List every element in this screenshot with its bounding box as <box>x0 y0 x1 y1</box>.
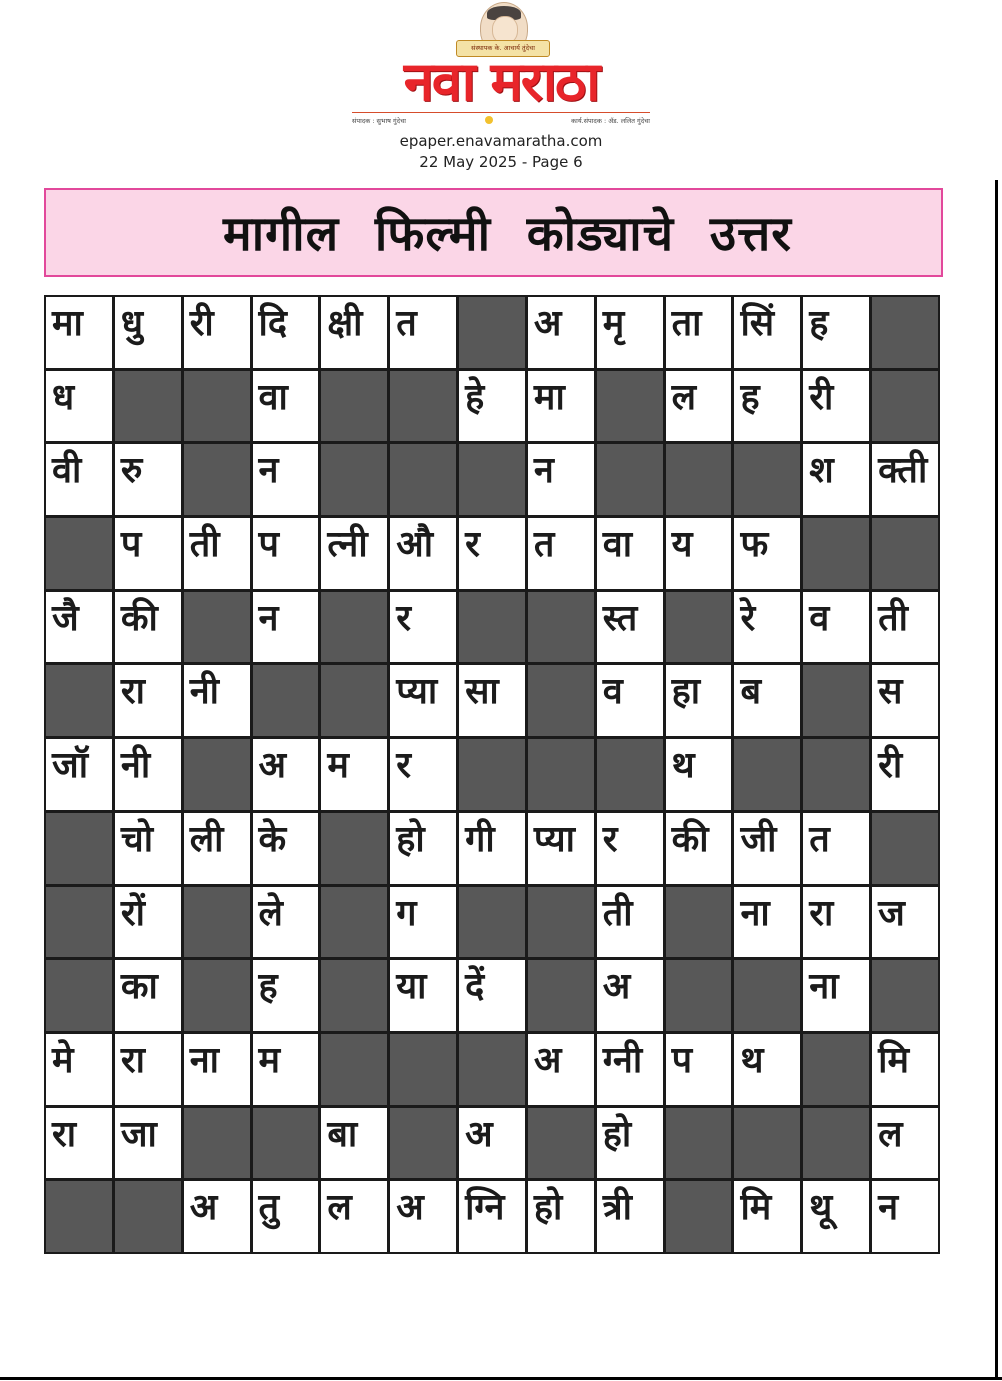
grid-cell-letter <box>115 592 181 663</box>
grid-cell-letter <box>253 444 319 515</box>
grid-cell-letter <box>803 887 869 958</box>
grid-cell-blocked <box>184 444 250 515</box>
grid-cell-letter <box>528 1034 594 1105</box>
grid-cell-letter <box>803 371 869 442</box>
newspaper-logo: नवा मराठा <box>403 50 599 113</box>
cell-letter: ल <box>671 376 697 418</box>
grid-cell-letter <box>321 739 387 810</box>
grid-cell-letter <box>597 592 663 663</box>
cell-letter: ता <box>671 303 702 344</box>
cell-letter: जॉ <box>52 745 89 787</box>
grid-cell-letter <box>46 297 112 368</box>
cell-letter: मि <box>740 1187 772 1229</box>
cell-letter: या <box>396 966 427 1008</box>
cell-letter: अ <box>602 966 631 1008</box>
cell-letter: ती <box>878 597 908 639</box>
grid-cell-letter <box>184 1034 250 1105</box>
grid-cell-blocked <box>872 960 938 1031</box>
grid-cell-letter <box>115 1034 181 1105</box>
grid-cell-letter <box>115 813 181 884</box>
grid-cell-letter <box>597 1181 663 1252</box>
grid-cell-blocked <box>390 444 456 515</box>
grid-cell-blocked <box>321 444 387 515</box>
grid-cell-blocked <box>184 592 250 663</box>
cell-letter: र <box>465 524 480 566</box>
cell-letter: बा <box>327 1113 358 1155</box>
cell-letter: दें <box>465 966 485 1008</box>
cell-letter: ली <box>189 818 224 860</box>
grid-cell-letter <box>597 1034 663 1105</box>
cell-letter: चो <box>120 818 154 860</box>
cell-letter: ह <box>258 966 278 1008</box>
cell-letter: हो <box>396 818 425 860</box>
cell-letter: प <box>671 1039 693 1081</box>
cell-letter: थ <box>671 745 695 787</box>
cell-letter: ग्नि <box>465 1187 505 1229</box>
cell-letter: स <box>878 671 903 713</box>
cell-letter: प्या <box>396 671 438 713</box>
grid-cell-letter <box>253 739 319 810</box>
grid-cell-blocked <box>528 592 594 663</box>
grid-cell-letter <box>115 444 181 515</box>
cell-letter: त्री <box>602 1187 632 1229</box>
grid-cell-letter <box>872 739 938 810</box>
grid-cell-letter <box>528 444 594 515</box>
grid-cell-blocked <box>803 665 869 736</box>
grid-cell-letter <box>872 1181 938 1252</box>
grid-cell-letter <box>872 887 938 958</box>
grid-cell-blocked <box>321 1034 387 1105</box>
grid-cell-letter <box>734 518 800 589</box>
grid-cell-letter <box>597 297 663 368</box>
cell-letter: की <box>120 597 158 639</box>
grid-cell-blocked <box>597 371 663 442</box>
grid-cell-letter <box>390 297 456 368</box>
grid-cell-letter <box>597 1108 663 1179</box>
grid-cell-blocked <box>666 1181 732 1252</box>
grid-cell-blocked <box>597 739 663 810</box>
cell-letter: गी <box>465 818 495 860</box>
grid-cell-letter <box>734 371 800 442</box>
grid-cell-blocked <box>46 1181 112 1252</box>
grid-cell-letter <box>115 518 181 589</box>
grid-cell-blocked <box>872 518 938 589</box>
grid-cell-blocked <box>46 813 112 884</box>
cell-letter: ती <box>602 892 633 934</box>
grid-cell-letter <box>459 371 525 442</box>
grid-cell-blocked <box>46 887 112 958</box>
grid-cell-blocked <box>390 1034 456 1105</box>
grid-cell-letter <box>803 1181 869 1252</box>
cell-letter: ल <box>878 1113 903 1155</box>
edition-date: 22 May 2025 - Page 6 <box>419 153 583 171</box>
grid-cell-letter <box>321 1108 387 1179</box>
cell-letter: न <box>533 450 554 492</box>
grid-cell-letter <box>390 739 456 810</box>
cell-letter: हो <box>602 1113 632 1155</box>
grid-cell-blocked <box>666 444 732 515</box>
grid-cell-blocked <box>184 739 250 810</box>
grid-cell-blocked <box>528 665 594 736</box>
grid-cell-letter <box>253 813 319 884</box>
grid-cell-blocked <box>321 813 387 884</box>
grid-cell-letter <box>184 518 250 589</box>
cell-letter: य <box>671 524 693 566</box>
grid-cell-blocked <box>459 739 525 810</box>
cell-letter: अ <box>396 1187 424 1229</box>
grid-cell-letter <box>734 665 800 736</box>
grid-cell-letter <box>872 444 938 515</box>
grid-cell-letter <box>734 813 800 884</box>
grid-cell-blocked <box>528 739 594 810</box>
grid-cell-letter <box>597 887 663 958</box>
grid-cell-blocked <box>184 371 250 442</box>
grid-cell-blocked <box>597 444 663 515</box>
cell-letter: रा <box>809 892 834 934</box>
grid-cell-blocked <box>46 518 112 589</box>
cell-letter: धु <box>120 303 143 344</box>
cell-letter: प <box>120 524 142 566</box>
cell-letter: रे <box>740 597 756 639</box>
cell-letter: औ <box>396 524 434 566</box>
editor-credit: संपादक : सुभाष गुंदेचा <box>352 116 406 125</box>
grid-cell-letter <box>115 887 181 958</box>
cell-letter: म <box>327 745 349 787</box>
cell-letter: ग <box>396 892 417 934</box>
cell-letter: व <box>809 597 830 639</box>
cell-letter: हा <box>671 671 701 713</box>
grid-cell-letter <box>666 1034 732 1105</box>
executive-editor-credit: कार्य.संपादक : ॲड. ललित गुंदेचा <box>571 116 650 125</box>
cell-letter: सा <box>465 671 499 713</box>
masthead-credits <box>352 112 650 127</box>
cell-letter: सिं <box>740 303 775 344</box>
grid-cell-blocked <box>184 1108 250 1179</box>
grid-cell-blocked <box>872 297 938 368</box>
founder-banner: संस्थापक के. आचार्य तुंदेचा <box>456 40 550 57</box>
cell-letter: त <box>396 303 417 344</box>
cell-letter: वा <box>602 524 633 566</box>
cell-letter: त्नी <box>327 524 368 566</box>
grid-cell-blocked <box>872 371 938 442</box>
puzzle-title: मागील फिल्मी कोड्याचे उत्तर <box>223 206 792 262</box>
cell-letter: अ <box>189 1187 218 1229</box>
grid-cell-letter <box>115 739 181 810</box>
grid-cell-blocked <box>528 960 594 1031</box>
crossword-answer-grid <box>44 295 940 1254</box>
cell-letter: दि <box>258 303 287 344</box>
grid-cell-letter <box>253 1181 319 1252</box>
puzzle-title-box <box>44 188 943 277</box>
grid-cell-letter <box>321 297 387 368</box>
cell-letter: न <box>258 450 279 492</box>
cell-letter: मा <box>52 303 83 344</box>
grid-cell-letter <box>253 518 319 589</box>
grid-cell-letter <box>597 813 663 884</box>
grid-cell-letter <box>184 1181 250 1252</box>
grid-cell-letter <box>734 297 800 368</box>
cell-letter: अ <box>533 303 562 344</box>
grid-cell-letter <box>666 297 732 368</box>
cell-letter: ना <box>740 892 770 934</box>
grid-cell-blocked <box>459 887 525 958</box>
grid-cell-blocked <box>253 1108 319 1179</box>
cell-letter: न <box>258 597 279 639</box>
cell-letter: त <box>533 524 555 566</box>
cell-letter: क्षी <box>327 303 363 344</box>
grid-cell-letter <box>321 518 387 589</box>
grid-cell-blocked <box>803 739 869 810</box>
grid-cell-letter <box>46 592 112 663</box>
grid-cell-letter <box>46 444 112 515</box>
flower-icon <box>485 116 493 124</box>
cell-letter: ब <box>740 671 762 713</box>
cell-letter: रा <box>52 1113 77 1155</box>
grid-cell-letter <box>528 297 594 368</box>
grid-cell-blocked <box>734 960 800 1031</box>
grid-cell-blocked <box>115 1181 181 1252</box>
grid-cell-letter <box>666 739 732 810</box>
grid-cell-letter <box>528 371 594 442</box>
grid-cell-letter <box>459 518 525 589</box>
grid-cell-letter <box>803 444 869 515</box>
cell-letter: जै <box>52 597 79 639</box>
cell-letter: अ <box>465 1113 493 1155</box>
grid-cell-letter <box>528 518 594 589</box>
grid-cell-blocked <box>46 665 112 736</box>
grid-cell-letter <box>666 371 732 442</box>
grid-cell-blocked <box>666 887 732 958</box>
grid-cell-letter <box>803 297 869 368</box>
cell-letter: मृ <box>602 303 625 344</box>
cell-letter: ले <box>258 892 283 934</box>
grid-cell-letter <box>184 665 250 736</box>
grid-cell-letter <box>459 1181 525 1252</box>
grid-cell-letter <box>459 665 525 736</box>
grid-cell-letter <box>46 739 112 810</box>
cell-letter: ज <box>878 892 905 934</box>
grid-cell-letter <box>803 592 869 663</box>
grid-cell-letter <box>253 297 319 368</box>
grid-cell-blocked <box>734 739 800 810</box>
grid-cell-letter <box>46 371 112 442</box>
grid-cell-letter <box>872 1034 938 1105</box>
grid-cell-blocked <box>666 1108 732 1179</box>
cell-letter: ल <box>327 1187 352 1229</box>
cell-letter: अ <box>533 1039 562 1081</box>
cell-letter: रा <box>120 671 145 713</box>
grid-cell-letter <box>390 665 456 736</box>
cell-letter: ह <box>809 303 829 344</box>
grid-cell-letter <box>390 813 456 884</box>
cell-letter: त <box>809 818 830 860</box>
cell-letter: स्त <box>602 597 638 639</box>
grid-cell-letter <box>803 960 869 1031</box>
cell-letter: रु <box>120 450 143 492</box>
grid-cell-letter <box>253 592 319 663</box>
cell-letter: मि <box>878 1039 909 1081</box>
grid-cell-blocked <box>184 960 250 1031</box>
cell-letter: नी <box>120 745 151 787</box>
grid-cell-letter <box>115 297 181 368</box>
grid-cell-letter <box>528 813 594 884</box>
grid-cell-letter <box>321 1181 387 1252</box>
cell-letter: मा <box>533 376 565 418</box>
grid-cell-letter <box>734 1181 800 1252</box>
grid-cell-blocked <box>321 960 387 1031</box>
cell-letter: ना <box>809 966 839 1008</box>
grid-cell-letter <box>184 813 250 884</box>
cell-letter: रों <box>120 892 145 934</box>
cell-letter: ना <box>189 1039 219 1081</box>
cell-letter: हो <box>533 1187 563 1229</box>
grid-cell-blocked <box>803 1108 869 1179</box>
cell-letter: वी <box>52 450 82 492</box>
grid-cell-letter <box>115 1108 181 1179</box>
grid-cell-blocked <box>184 887 250 958</box>
grid-cell-letter <box>872 665 938 736</box>
grid-cell-blocked <box>321 665 387 736</box>
grid-cell-letter <box>666 813 732 884</box>
cell-letter: ग्नी <box>602 1039 643 1081</box>
grid-cell-blocked <box>46 960 112 1031</box>
grid-cell-blocked <box>803 518 869 589</box>
grid-cell-blocked <box>459 297 525 368</box>
cell-letter: री <box>189 303 214 344</box>
grid-cell-blocked <box>528 1108 594 1179</box>
cell-letter: थ <box>740 1039 764 1081</box>
grid-cell-blocked <box>734 1108 800 1179</box>
page-border-bottom <box>0 1377 1002 1380</box>
grid-cell-letter <box>734 887 800 958</box>
grid-cell-blocked <box>390 1108 456 1179</box>
grid-cell-letter <box>459 960 525 1031</box>
grid-cell-letter <box>528 1181 594 1252</box>
grid-cell-letter <box>459 1108 525 1179</box>
cell-letter: ती <box>189 524 220 566</box>
grid-cell-blocked <box>734 444 800 515</box>
cell-letter: का <box>120 966 158 1008</box>
grid-cell-letter <box>666 518 732 589</box>
grid-cell-letter <box>597 518 663 589</box>
grid-cell-blocked <box>390 371 456 442</box>
grid-cell-letter <box>46 1108 112 1179</box>
grid-cell-blocked <box>872 813 938 884</box>
cell-letter: री <box>878 745 903 787</box>
grid-cell-letter <box>390 1181 456 1252</box>
grid-cell-letter <box>253 371 319 442</box>
grid-cell-letter <box>184 297 250 368</box>
cell-letter: हे <box>465 376 485 418</box>
epaper-url: epaper.enavamaratha.com <box>399 132 603 150</box>
cell-letter: म <box>258 1039 281 1081</box>
cell-letter: मे <box>52 1039 74 1081</box>
cell-letter: प्या <box>533 818 575 860</box>
masthead <box>340 0 662 132</box>
grid-cell-letter <box>253 887 319 958</box>
grid-cell-blocked <box>803 1034 869 1105</box>
grid-cell-blocked <box>666 592 732 663</box>
cell-letter: र <box>396 597 411 639</box>
grid-cell-letter <box>253 1034 319 1105</box>
cell-letter: र <box>602 818 618 860</box>
grid-cell-letter <box>115 665 181 736</box>
grid-cell-blocked <box>321 371 387 442</box>
cell-letter: थू <box>809 1187 833 1229</box>
cell-letter: र <box>396 745 411 787</box>
grid-cell-blocked <box>666 960 732 1031</box>
cell-letter: ह <box>740 376 760 418</box>
grid-cell-blocked <box>528 887 594 958</box>
cell-letter: वा <box>258 376 288 418</box>
grid-cell-letter <box>872 592 938 663</box>
page-border-right <box>995 180 998 1380</box>
grid-cell-letter <box>459 813 525 884</box>
grid-cell-letter <box>253 960 319 1031</box>
grid-cell-letter <box>872 1108 938 1179</box>
grid-cell-letter <box>115 960 181 1031</box>
grid-cell-letter <box>390 518 456 589</box>
cell-letter: के <box>258 818 287 860</box>
cell-letter: नी <box>189 671 219 713</box>
cell-letter: क्ती <box>878 450 928 492</box>
cell-letter: जा <box>120 1113 157 1155</box>
grid-cell-letter <box>803 813 869 884</box>
grid-cell-blocked <box>459 592 525 663</box>
grid-cell-letter <box>390 592 456 663</box>
grid-cell-letter <box>597 665 663 736</box>
grid-cell-blocked <box>321 592 387 663</box>
grid-cell-blocked <box>253 665 319 736</box>
grid-cell-letter <box>390 960 456 1031</box>
cell-letter: अ <box>258 745 287 787</box>
grid-cell-blocked <box>321 887 387 958</box>
cell-letter: जी <box>740 818 777 860</box>
cell-letter: व <box>602 671 623 713</box>
cell-letter: की <box>671 818 709 860</box>
grid-cell-letter <box>666 665 732 736</box>
cell-letter: फ <box>740 524 769 566</box>
grid-cell-letter <box>46 1034 112 1105</box>
cell-letter: न <box>878 1187 899 1229</box>
grid-cell-letter <box>734 1034 800 1105</box>
grid-cell-blocked <box>459 444 525 515</box>
cell-letter: री <box>809 376 834 418</box>
cell-letter: श <box>809 450 834 492</box>
grid-cell-letter <box>734 592 800 663</box>
grid-cell-letter <box>390 887 456 958</box>
cell-letter: ध <box>52 376 75 418</box>
grid-cell-letter <box>597 960 663 1031</box>
cell-letter: रा <box>120 1039 145 1081</box>
cell-letter: तु <box>258 1187 280 1229</box>
grid-cell-blocked <box>459 1034 525 1105</box>
cell-letter: प <box>258 524 279 566</box>
grid-cell-blocked <box>115 371 181 442</box>
